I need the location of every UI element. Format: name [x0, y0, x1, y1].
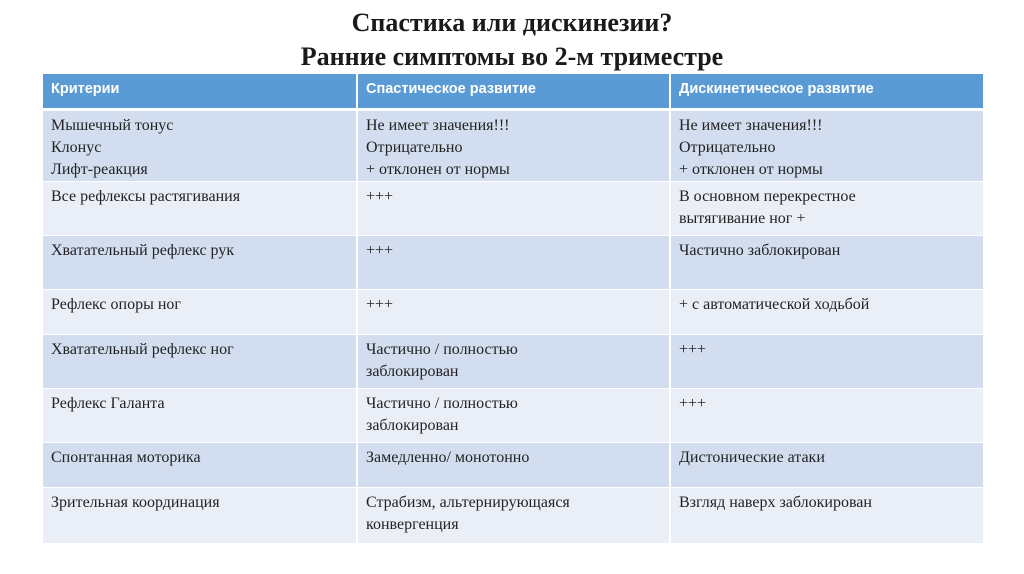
table-row	[43, 334, 983, 388]
cell-line: Замедленно/ монотонно	[366, 448, 530, 466]
table-header-row	[43, 74, 983, 109]
cell-line: +++	[679, 340, 707, 358]
header-spastic: Спастическое развитие	[357, 74, 670, 109]
cell-line: Частично / полностью	[366, 340, 518, 358]
table-cell-dyskinetic	[670, 235, 983, 289]
cell-line: + отклонен от нормы	[679, 160, 823, 178]
cell-line: Частично заблокирован	[679, 241, 841, 259]
table-cell-spastic	[357, 388, 670, 442]
table-row	[43, 235, 983, 289]
table-row	[43, 181, 983, 235]
table-cell-dyskinetic	[670, 289, 983, 334]
cell-line: Отрицательно	[679, 138, 776, 156]
cell-line: заблокирован	[366, 416, 459, 434]
table-cell-criterion	[43, 109, 357, 181]
cell-line: +++	[366, 295, 394, 313]
cell-line: Лифт-реакция	[51, 160, 148, 178]
slide-title	[0, 6, 1024, 74]
cell-line: Мышечный тонус	[51, 116, 174, 134]
table-cell-spastic	[357, 289, 670, 334]
table-cell-dyskinetic	[670, 487, 983, 543]
table-cell-criterion	[43, 442, 357, 487]
cell-line: Все рефлексы растягивания	[51, 187, 241, 205]
table-cell-spastic	[357, 442, 670, 487]
table-cell-spastic	[357, 487, 670, 543]
table-cell-criterion	[43, 487, 357, 543]
cell-line: Спонтанная моторика	[51, 448, 201, 466]
table-cell-dyskinetic	[670, 181, 983, 235]
table-cell-dyskinetic	[670, 388, 983, 442]
table-cell-spastic	[357, 181, 670, 235]
cell-line: Отрицательно	[366, 138, 463, 156]
cell-line: конвергенция	[366, 515, 459, 533]
cell-line: Не имеет значения!!!	[679, 116, 823, 134]
cell-line: +++	[366, 241, 394, 259]
cell-line: Частично / полностью	[366, 394, 518, 412]
cell-line: вытягивание ног +	[679, 209, 806, 227]
cell-line: Взгляд наверх заблокирован	[679, 493, 872, 511]
header-dyskinetic: Дискинетическое развитие	[670, 74, 983, 109]
cell-line: Страбизм, альтернирующаяся	[366, 493, 570, 511]
cell-line: Зрительная координация	[51, 493, 220, 511]
table-row	[43, 487, 983, 543]
title-line-2: Ранние симптомы во 2-м триместре	[300, 42, 724, 71]
table-cell-criterion	[43, 388, 357, 442]
cell-line: + с автоматической ходьбой	[679, 295, 870, 313]
table-row	[43, 388, 983, 442]
cell-line: Дистонические атаки	[679, 448, 825, 466]
header-criteria: Критерии	[43, 74, 357, 109]
table-row	[43, 442, 983, 487]
table-cell-dyskinetic	[670, 334, 983, 388]
cell-line: Клонус	[51, 138, 102, 156]
table-cell-criterion	[43, 181, 357, 235]
table-cell-criterion	[43, 289, 357, 334]
cell-line: Рефлекс Галанта	[51, 394, 165, 412]
table-cell-dyskinetic	[670, 442, 983, 487]
title-line-1: Спастика или дискинезии?	[351, 8, 673, 37]
cell-line: заблокирован	[366, 362, 459, 380]
table-row	[43, 289, 983, 334]
cell-line: + отклонен от нормы	[366, 160, 510, 178]
table-cell-criterion	[43, 235, 357, 289]
cell-line: Хватательный рефлекс рук	[51, 241, 235, 259]
cell-line: Хватательный рефлекс ног	[51, 340, 234, 358]
cell-line: Не имеет значения!!!	[366, 116, 510, 134]
table-cell-spastic	[357, 235, 670, 289]
cell-line: В основном перекрестное	[679, 187, 856, 205]
cell-line: +++	[366, 187, 394, 205]
table-cell-criterion	[43, 334, 357, 388]
table-cell-spastic	[357, 334, 670, 388]
table-row	[43, 109, 983, 181]
table-cell-spastic	[357, 109, 670, 181]
criteria-table	[43, 74, 983, 544]
cell-line: Рефлекс опоры ног	[51, 295, 181, 313]
cell-line: +++	[679, 394, 707, 412]
table-cell-dyskinetic	[670, 109, 983, 181]
